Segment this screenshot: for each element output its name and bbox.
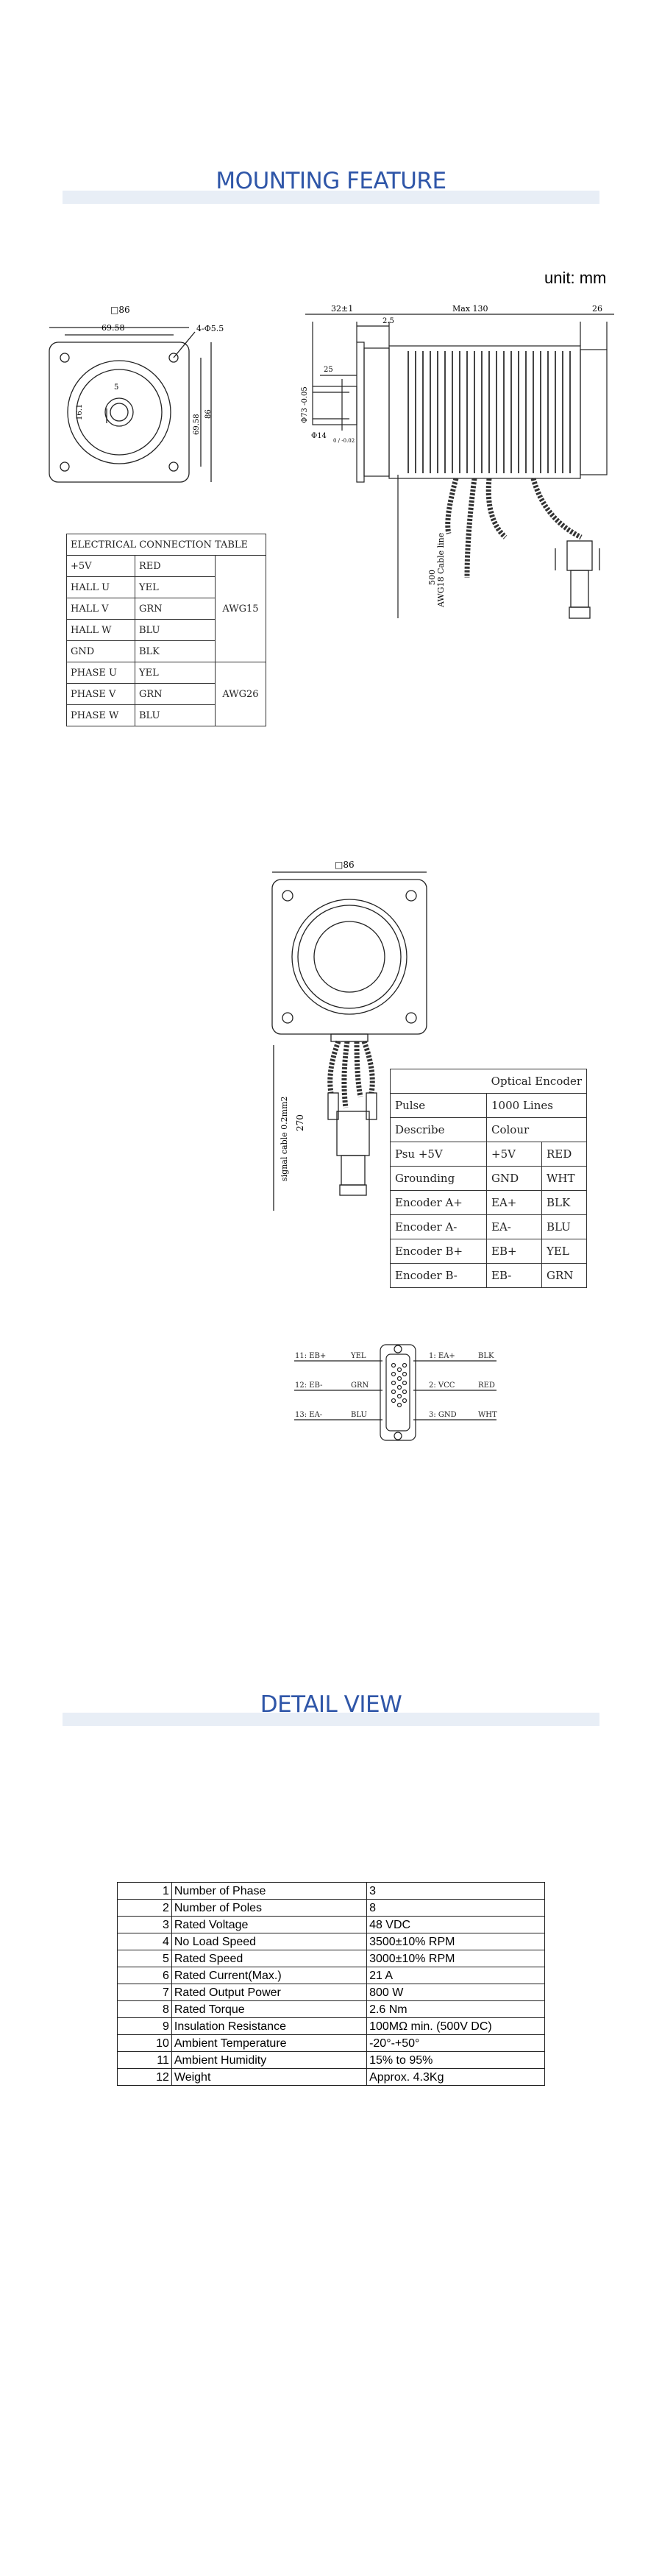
spec-row: 10 Ambient Temperature -20°-+50° xyxy=(118,2035,545,2052)
side-shaft-tol-dim: 0 / -0.02 xyxy=(333,438,355,444)
pin-right-2-color: RED xyxy=(478,1381,495,1390)
ect-row: HALL W BLU xyxy=(67,620,266,641)
front-view-drawing xyxy=(40,298,239,489)
spec-table xyxy=(117,1882,545,2086)
enc-row: Psu +5V +5V RED xyxy=(391,1142,587,1167)
electrical-connection-table xyxy=(66,534,266,726)
enc-row: Encoder A+ EA+ BLK xyxy=(391,1191,587,1215)
ect-title: ELECTRICAL CONNECTION TABLE xyxy=(67,534,266,556)
front-shaft-flat-width: 5 xyxy=(114,383,119,392)
side-key-len-dim: 25 xyxy=(324,366,333,374)
enc-row: Describe Colour xyxy=(391,1118,587,1142)
spec-row: 4 No Load Speed 3500±10% RPM xyxy=(118,1933,545,1950)
pin-right-3: 3: GND xyxy=(429,1411,457,1419)
side-pilot-step-dim: 2.5 xyxy=(382,317,394,325)
side-pilot-dia-dim: Φ73 -0.05 xyxy=(301,386,309,423)
pin-right-1-color: BLK xyxy=(478,1352,494,1360)
enc-row: Grounding GND WHT xyxy=(391,1167,587,1191)
side-shaft-dia-dim: Φ14 xyxy=(311,432,327,440)
unit-label: unit: mm xyxy=(544,269,607,287)
ect-row: PHASE U YEL AWG26 xyxy=(67,662,266,684)
pin-left-3-color: BLU xyxy=(351,1411,367,1419)
front-side-dim: 86 xyxy=(204,409,213,419)
ect-row: HALL U YEL xyxy=(67,577,266,598)
spec-row: 9 Insulation Resistance 100MΩ min. (500V DC) xyxy=(118,2018,545,2035)
spec-row: 3 Rated Voltage 48 VDC xyxy=(118,1917,545,1933)
side-cable-note: AWG18 Cable line xyxy=(436,532,446,607)
pin-right-3-color: WHT xyxy=(478,1411,497,1419)
side-body-len-dim: Max 130 xyxy=(452,304,488,314)
section-title-detail: DETAIL VIEW xyxy=(260,1691,402,1718)
spec-row: 8 Rated Torque 2.6 Nm xyxy=(118,2001,545,2018)
ect-row: PHASE W BLU xyxy=(67,705,266,726)
section-title-mounting: MOUNTING FEATURE xyxy=(216,168,446,194)
pin-right-1: 1: EA+ xyxy=(429,1352,455,1360)
ect-row: PHASE V GRN xyxy=(67,684,266,705)
pin-left-3: 13: EA- xyxy=(295,1411,323,1419)
ect-row: GND BLK xyxy=(67,641,266,662)
ect-gauge-phase: AWG26 xyxy=(216,662,266,726)
ect-gauge-hall: AWG15 xyxy=(216,556,266,662)
ect-row: +5V RED AWG15 xyxy=(67,556,266,577)
spec-row: 7 Rated Output Power 800 W xyxy=(118,1984,545,2001)
front-pitch-side-dim: 69.58 xyxy=(193,414,201,435)
spec-row: 6 Rated Current(Max.) 21 A xyxy=(118,1967,545,1984)
side-cable-len-dim: 500 xyxy=(427,570,437,585)
pin-left-2: 12: EB- xyxy=(295,1381,323,1390)
enc-row: Pulse 1000 Lines xyxy=(391,1094,587,1118)
encoder-table xyxy=(390,1069,587,1288)
spec-row: 5 Rated Speed 3000±10% RPM xyxy=(118,1950,545,1967)
enc-row: Encoder A- EA- BLU xyxy=(391,1215,587,1239)
pin-left-1-color: YEL xyxy=(351,1352,366,1360)
front-shaft-flat-dim: 16.1 xyxy=(76,403,84,420)
connector-pinout-diagram xyxy=(291,1336,511,1446)
enc-row: Encoder B- EB- GRN xyxy=(391,1264,587,1288)
pin-left-1: 11: EB+ xyxy=(295,1352,327,1360)
enc-row: Encoder B+ EB+ YEL xyxy=(391,1239,587,1264)
spec-row: 1 Number of Phase 3 xyxy=(118,1883,545,1900)
rear-cable-len-dim: 270 xyxy=(295,1114,305,1131)
side-rear-dim: 26 xyxy=(592,304,602,314)
enc-title: Optical Encoder xyxy=(391,1069,587,1094)
pin-left-2-color: GRN xyxy=(351,1381,369,1390)
side-flange-dim: 32±1 xyxy=(331,304,354,314)
ect-row: HALL V GRN xyxy=(67,598,266,620)
rear-cable-note: signal cable 0.2mm2 xyxy=(280,1096,289,1181)
pin-right-2: 2: VCC xyxy=(429,1381,455,1390)
side-view-drawing xyxy=(298,298,622,629)
front-square-dim: □86 xyxy=(110,305,130,315)
spec-row: 11 Ambient Humidity 15% to 95% xyxy=(118,2052,545,2069)
spec-row: 2 Number of Poles 8 xyxy=(118,1900,545,1917)
front-hole-dim: 4-Φ5.5 xyxy=(196,324,224,333)
spec-row: 12 Weight Approx. 4.3Kg xyxy=(118,2069,545,2086)
rear-square-dim: □86 xyxy=(335,860,355,870)
front-pitch-dim: 69.58 xyxy=(102,323,125,333)
